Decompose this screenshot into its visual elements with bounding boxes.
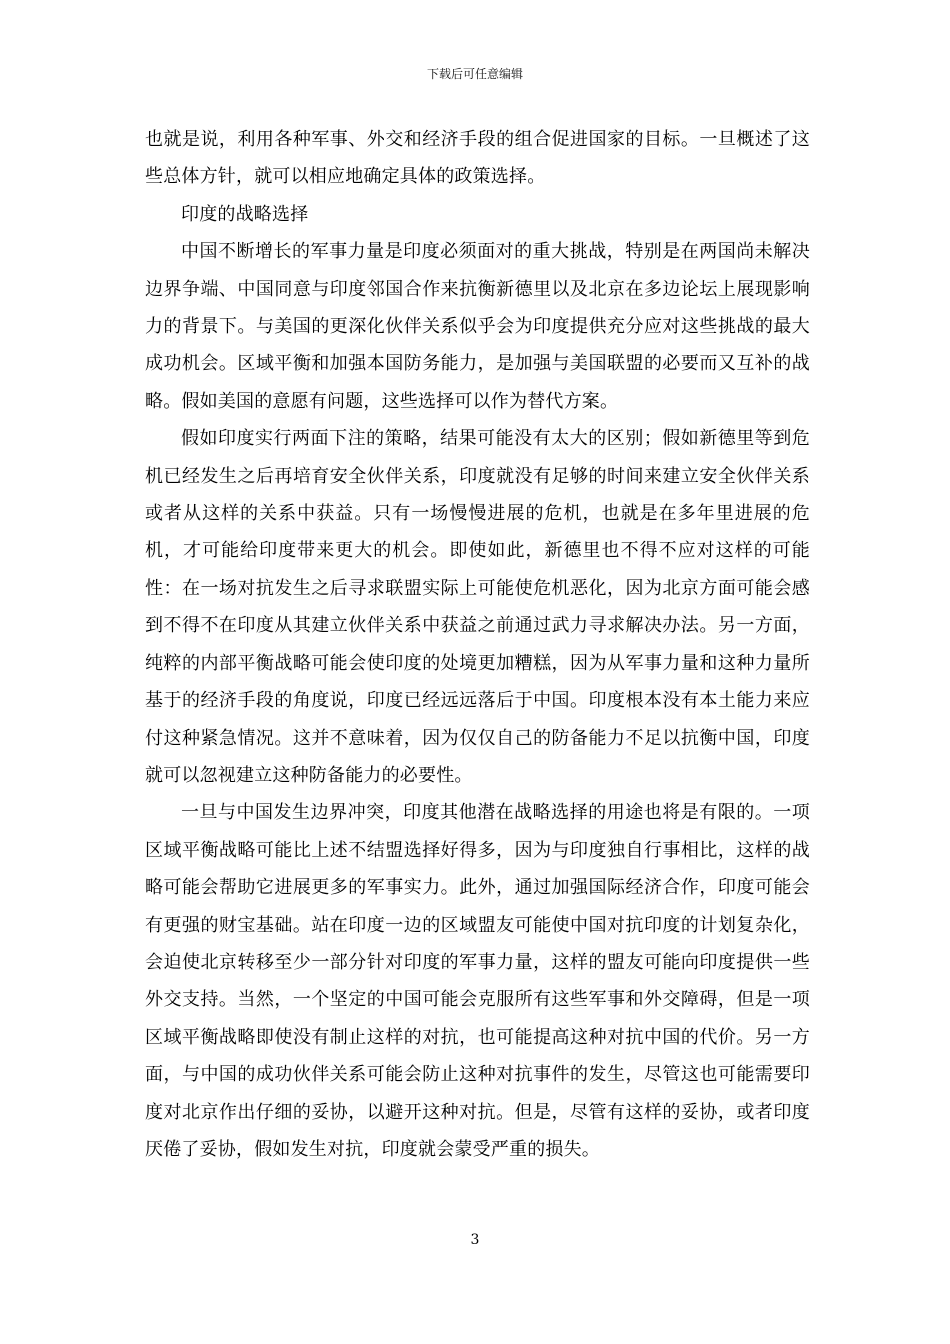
paragraph: 也就是说，利用各种军事、外交和经济手段的组合促进国家的目标。一旦概述了这些总体方针，就可以相应地确定具体的政策选择。 — [145, 129, 810, 188]
page-header: 下载后可任意编辑 — [426, 67, 523, 81]
paragraph: 中国不断增长的军事力量是印度必须面对的重大挑战，特别是在两国尚未解决边界争端、中国同意与印度邻国合作来抗衡新德里以及北京在多边论坛上展现影响力的背景下。与美国的更深化伙伴关系似乎会为印度提供充分应对这些挑战的最大成功机会。区域平衡和加强本国防务能力，是加强与美国联盟的必要而又互补的战略。假如美国的意愿有问题，这些选择可以作为替代方案。 — [145, 241, 810, 412]
paragraph: 假如印度实行两面下注的策略，结果可能没有太大的区别；假如新德里等到危机已经发生之后再培育安全伙伴关系，印度就没有足够的时间来建立安全伙伴关系或者从这样的关系中获益。只有一场慢慢进展的危机，也就是在多年里进展的危机，才可能给印度带来更大的机会。即使如此，新德里也不得不应对这样的可能性：在一场对抗发生之后寻求联盟实际上可能使危机恶化，因为北京方面可能会感到不得不在印度从其建立伙伴关系中获益之前通过武力寻求解决办法。另一方面，纯粹的内部平衡战略可能会使印度的处境更加糟糕，因为从军事力量和这种力量所基于的经济手段的角度说，印度已经远远落后于中国。印度根本没有本土能力来应付这种紧急情况。这并不意味着，因为仅仅自己的防备能力不足以抗衡中国，印度就可以忽视建立这种防备能力的必要性。 — [145, 428, 810, 786]
section-heading: 印度的战略选择 — [181, 203, 309, 225]
page-number: 3 — [470, 1232, 480, 1248]
document-body — [145, 121, 810, 1168]
paragraph: 一旦与中国发生边界冲突，印度其他潜在战略选择的用途也将是有限的。一项区域平衡战略可能比上述不结盟选择好得多，因为与印度独自行事相比，这样的战略可能会帮助它进展更多的军事实力。此外，通过加强国际经济合作，印度可能会有更强的财宝基础。站在印度一边的区域盟友可能使中国对抗印度的计划复杂化，会迫使北京转移至少一部分针对印度的军事力量，这样的盟友可能向印度提供一些外交支持。当然，一个坚定的中国可能会克服所有这些军事和外交障碍，但是一项区域平衡战略即使没有制止这样的对抗，也可能提高这种对抗中国的代价。另一方面，与中国的成功伙伴关系可能会防止这种对抗事件的发生，尽管这也可能需要印度对北京作出仔细的妥协，以避开这种对抗。但是，尽管有这样的妥协，或者印度厌倦了妥协，假如发生对抗，印度就会蒙受严重的损失。 — [145, 802, 810, 1160]
